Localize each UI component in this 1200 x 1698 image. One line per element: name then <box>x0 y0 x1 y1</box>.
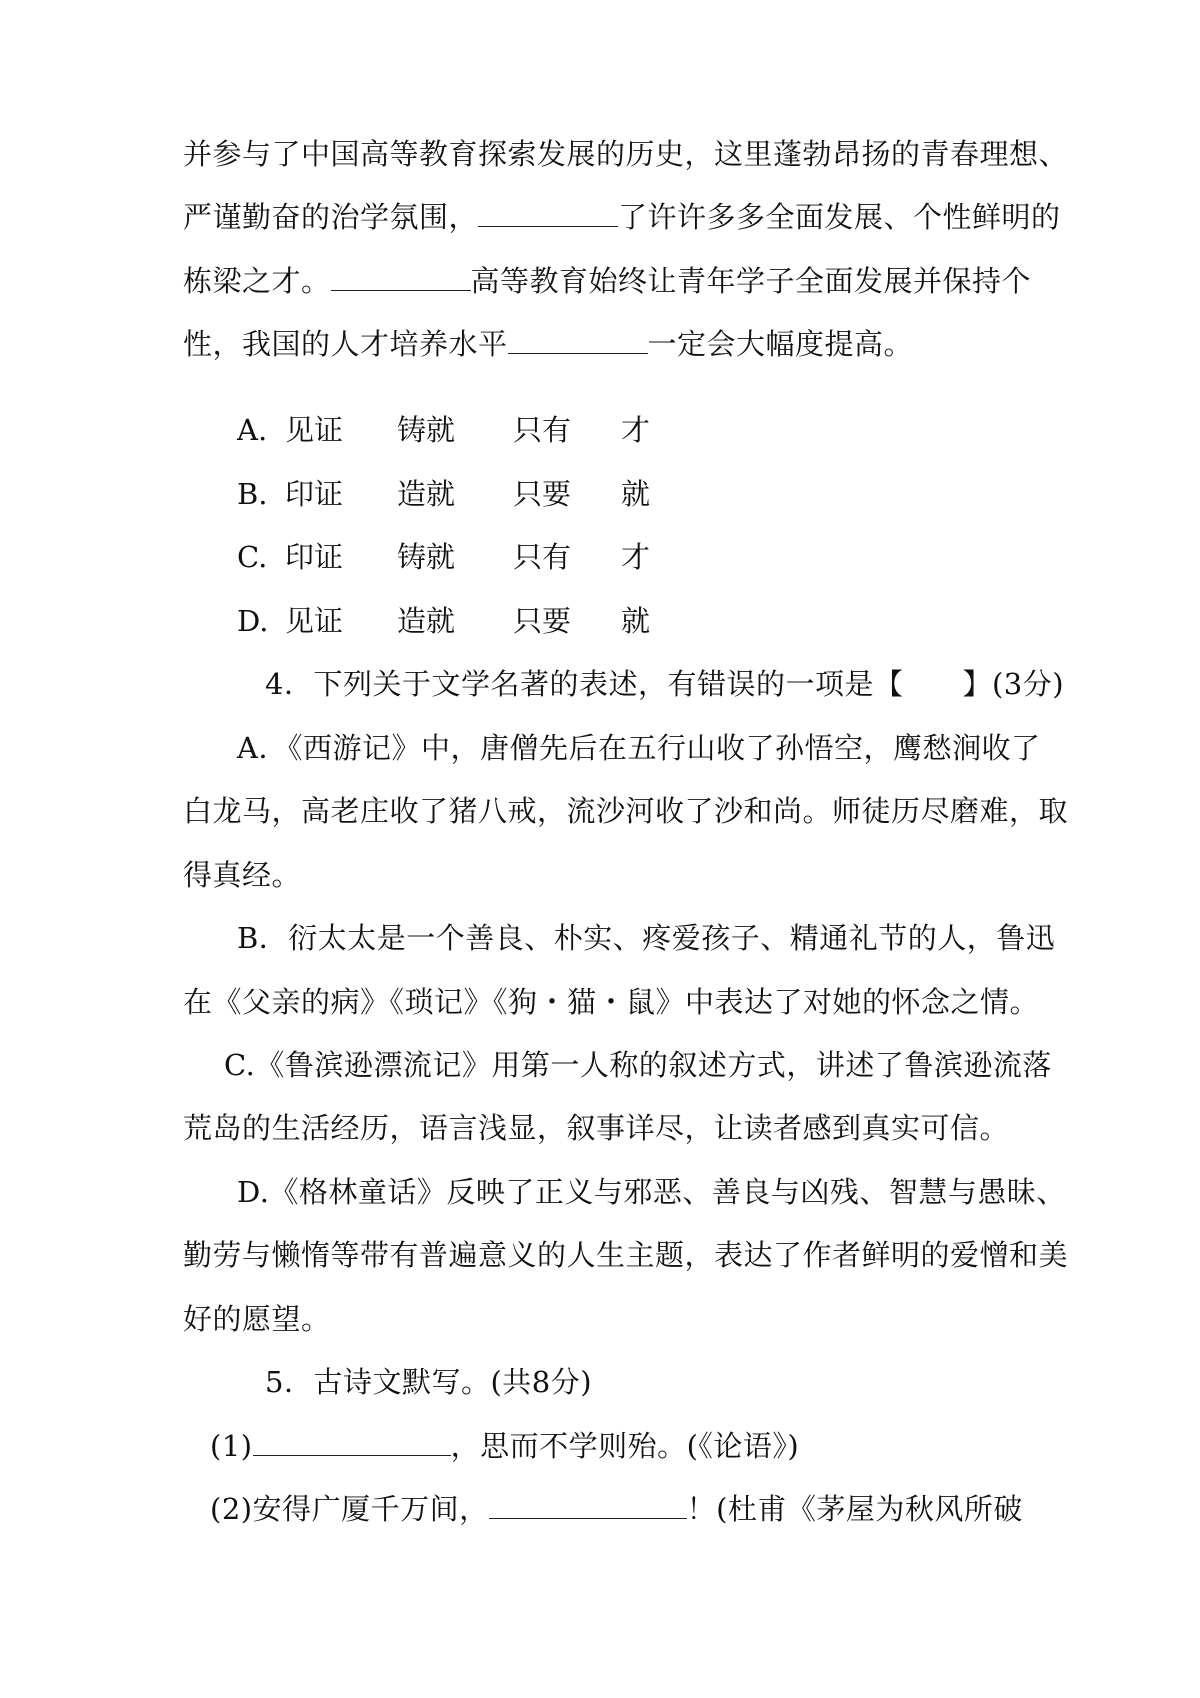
passage-text: 性，我国的人才培养水平 <box>183 327 508 361</box>
passage-text: 一定会大幅度提高。 <box>647 327 914 361</box>
option-label: C. <box>237 540 268 574</box>
q5-item-number: (1) <box>210 1429 253 1463</box>
q4-stem: 4．下列关于文学名著的表述，有错误的一项是【 】(3分) <box>265 667 1065 701</box>
option-word: 只要 <box>513 604 572 638</box>
option-word: 只要 <box>513 477 572 511</box>
option-word: 才 <box>621 413 651 447</box>
q5-item-text: (2)安得广厦千万间， <box>210 1492 489 1526</box>
fill-blank[interactable] <box>478 200 618 227</box>
q4-option-d-text: 好的愿望。 <box>183 1302 331 1336</box>
option-word: 就 <box>621 477 651 511</box>
q4-option-a-text: 白龙马，高老庄收了猪八戒，流沙河收了沙和尚。师徒历尽磨难，取 <box>183 794 1069 828</box>
passage-line-1: 并参与了中国高等教育探索发展的历史，这里蓬勃昂扬的青春理想、 <box>183 137 1069 171</box>
option-label: B. <box>237 477 268 511</box>
q4-option-c-text: 荒岛的生活经历，语言浅显，叙事详尽，让读者感到真实可信。 <box>183 1111 1010 1145</box>
option-word: 才 <box>621 540 651 574</box>
q5-item-text: ，思而不学则殆。(《论语》) <box>450 1429 800 1463</box>
q4-option-c[interactable]: C.《鲁滨逊漂流记》用第一人称的叙述方式，讲述了鲁滨逊流落 <box>224 1048 1052 1082</box>
option-word: 铸就 <box>397 413 456 447</box>
q5-item-2 <box>210 1489 1023 1529</box>
option-word: 就 <box>621 604 651 638</box>
q5-stem: 5．古诗文默写。(共8分) <box>265 1365 593 1399</box>
q4-option-b[interactable]: B．衍太太是一个善良、朴实、疼爱孩子、精通礼节的人，鲁迅 <box>237 921 1056 955</box>
option-label: A. <box>237 413 268 447</box>
fill-blank[interactable] <box>489 1492 687 1519</box>
q4-option-d-text: 勤劳与懒惰等带有普遍意义的人生主题，表达了作者鲜明的爱憎和美 <box>183 1238 1069 1272</box>
passage-text: 高等教育始终让青年学子全面发展并保持个 <box>470 264 1032 298</box>
option-word: 造就 <box>397 477 456 511</box>
passage-text: 严谨勤奋的治学氛围， <box>183 200 479 234</box>
fill-blank[interactable] <box>331 264 471 291</box>
passage-text: 栋梁之才。 <box>183 264 331 298</box>
q4-option-b-text: 在《父亲的病》《琐记》《狗・猫・鼠》中表达了对她的怀念之情。 <box>183 985 1040 1019</box>
option-word: 铸就 <box>397 540 456 574</box>
q5-item-text: ！(杜甫《茅屋为秋风所破 <box>686 1492 1023 1526</box>
option-word: 印证 <box>285 477 344 511</box>
option-word: 只有 <box>513 540 572 574</box>
q5-item-1 <box>210 1426 799 1466</box>
passage-line-2 <box>183 197 1061 237</box>
option-word: 见证 <box>285 413 344 447</box>
fill-blank[interactable] <box>253 1429 451 1456</box>
fill-blank[interactable] <box>508 327 648 354</box>
q4-option-d[interactable]: D.《格林童话》反映了正义与邪恶、善良与凶残、智慧与愚昧、 <box>237 1175 1066 1209</box>
passage-text: 了许许多多全面发展、个性鲜明的 <box>618 200 1061 234</box>
q4-option-a-text: 得真经。 <box>183 858 302 892</box>
passage-line-4 <box>183 324 913 364</box>
option-word: 造就 <box>397 604 456 638</box>
option-word: 只有 <box>513 413 572 447</box>
option-word: 印证 <box>285 540 344 574</box>
option-word: 见证 <box>285 604 344 638</box>
q4-option-a[interactable]: A．《西游记》中，唐僧先后在五行山收了孙悟空，鹰愁涧收了 <box>237 731 1041 765</box>
option-label: D. <box>237 604 269 638</box>
passage-line-3 <box>183 261 1031 301</box>
